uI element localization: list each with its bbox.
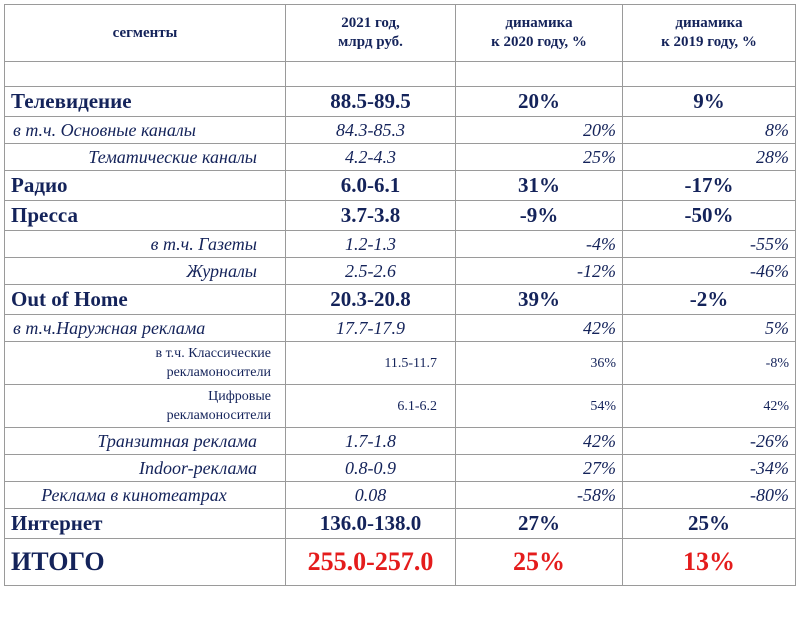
segment-name [5,342,286,385]
value-2021: 0.08 [286,482,456,509]
header-2021-line1: 2021 год, [341,15,400,31]
dynamics-2020: -9% [456,201,623,231]
row-internet [5,509,796,539]
dynamics-2019: -34% [623,455,796,482]
total-label: ИТОГО [5,539,286,586]
value-2021: 88.5-89.5 [286,87,456,117]
dynamics-2019: 5% [623,315,796,342]
header-2020-line1: динамика [505,15,573,31]
dynamics-2019: -46% [623,258,796,285]
segment-name: Тематические каналы [5,144,286,171]
segment-name-line1: в т.ч. Классические [155,346,271,361]
spacer-row [5,62,796,87]
value-2021: 136.0-138.0 [286,509,456,539]
dynamics-2020: 20% [456,87,623,117]
row-digital-media [5,385,796,428]
dynamics-2019: -55% [623,231,796,258]
dynamics-2020: 31% [456,171,623,201]
dynamics-2019: -26% [623,428,796,455]
segment-name-line1: Цифровые [208,389,271,404]
dynamics-2019: -17% [623,171,796,201]
dynamics-2020: 27% [456,455,623,482]
header-row [5,5,796,62]
row-classic-media [5,342,796,385]
row-press [5,201,796,231]
header-2019-line2: к 2019 году, % [661,34,757,50]
segment-name: в т.ч.Наружная реклама [5,315,286,342]
header-dynamics-2019 [623,5,796,62]
value-2021: 84.3-85.3 [286,117,456,144]
header-2019-line1: динамика [675,15,743,31]
dynamics-2020: -58% [456,482,623,509]
value-2021: 4.2-4.3 [286,144,456,171]
value-2021: 2.5-2.6 [286,258,456,285]
dynamics-2019: 42% [623,385,796,428]
spacer-cell [456,62,623,87]
segment-name-line2: рекламоносители [166,365,271,380]
value-2021: 1.2-1.3 [286,231,456,258]
header-2020-line2: к 2020 году, % [491,34,587,50]
advertising-market-table [4,4,796,586]
segment-name: в т.ч. Основные каналы [5,117,286,144]
row-television [5,87,796,117]
dynamics-2019: -80% [623,482,796,509]
segment-name: Транзитная реклама [5,428,286,455]
row-cinema-advertising [5,482,796,509]
value-2021: 11.5-11.7 [286,342,456,385]
value-2021: 6.1-6.2 [286,385,456,428]
value-2021: 17.7-17.9 [286,315,456,342]
value-2021: 3.7-3.8 [286,201,456,231]
spacer-cell [623,62,796,87]
segment-name: в т.ч. Газеты [5,231,286,258]
row-thematic-channels [5,144,796,171]
row-outdoor-advertising [5,315,796,342]
value-2021: 20.3-20.8 [286,285,456,315]
segment-name: Indoor-реклама [5,455,286,482]
segment-name-line2: рекламоносители [166,408,271,423]
row-indoor-advertising [5,455,796,482]
dynamics-2020: 39% [456,285,623,315]
dynamics-2019: 9% [623,87,796,117]
value-2021: 6.0-6.1 [286,171,456,201]
segment-name: Журналы [5,258,286,285]
dynamics-2019: 25% [623,509,796,539]
total-value-2021: 255.0-257.0 [286,539,456,586]
segment-name: Радио [5,171,286,201]
total-dynamics-2019: 13% [623,539,796,586]
header-2021-line2: млрд руб. [338,34,403,50]
dynamics-2020: 25% [456,144,623,171]
dynamics-2020: -12% [456,258,623,285]
dynamics-2020: 54% [456,385,623,428]
row-magazines [5,258,796,285]
dynamics-2020: 20% [456,117,623,144]
dynamics-2020: 27% [456,509,623,539]
segment-name: Реклама в кинотеатрах [5,482,286,509]
dynamics-2020: 36% [456,342,623,385]
segment-name: Пресса [5,201,286,231]
segment-name [5,385,286,428]
dynamics-2019: 8% [623,117,796,144]
header-segments: сегменты [5,5,286,62]
row-radio [5,171,796,201]
dynamics-2020: 42% [456,428,623,455]
header-2021 [286,5,456,62]
spacer-cell [286,62,456,87]
dynamics-2019: -50% [623,201,796,231]
dynamics-2019: -8% [623,342,796,385]
segment-name: Интернет [5,509,286,539]
row-main-channels [5,117,796,144]
segment-name: Out of Home [5,285,286,315]
dynamics-2019: 28% [623,144,796,171]
value-2021: 1.7-1.8 [286,428,456,455]
total-dynamics-2020: 25% [456,539,623,586]
row-out-of-home [5,285,796,315]
row-total [5,539,796,586]
dynamics-2019: -2% [623,285,796,315]
spacer-cell [5,62,286,87]
value-2021: 0.8-0.9 [286,455,456,482]
header-dynamics-2020 [456,5,623,62]
dynamics-2020: -4% [456,231,623,258]
segment-name: Телевидение [5,87,286,117]
dynamics-2020: 42% [456,315,623,342]
row-transit-advertising [5,428,796,455]
row-newspapers [5,231,796,258]
